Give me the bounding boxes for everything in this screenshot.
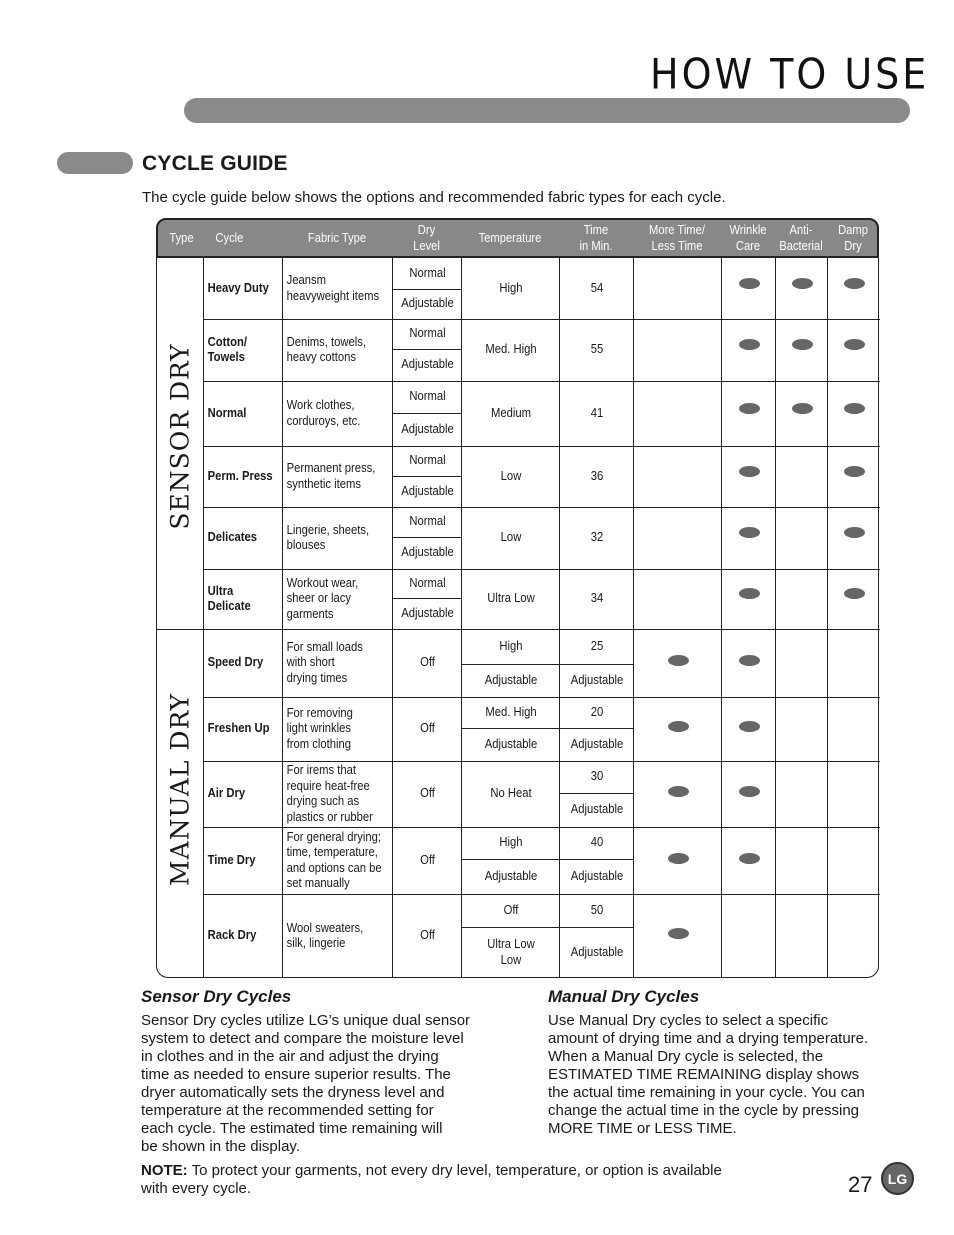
cycle-name: Ultra Delicate bbox=[207, 583, 251, 613]
column-divider bbox=[559, 257, 560, 978]
time-min: Adjustable bbox=[570, 736, 624, 751]
cycle-name: Heavy Duty bbox=[207, 280, 269, 295]
time-min: 30 bbox=[590, 769, 604, 784]
option-dot-icon bbox=[668, 721, 689, 732]
dry-level: Off bbox=[420, 928, 435, 943]
temperature: Medium bbox=[490, 405, 532, 420]
dry-level: Off bbox=[420, 852, 435, 867]
time-min: 55 bbox=[590, 342, 604, 357]
note-label: NOTE: bbox=[141, 1162, 188, 1179]
temperature: Off bbox=[503, 902, 519, 917]
column-header: Type bbox=[169, 230, 194, 245]
column-divider bbox=[461, 257, 462, 978]
dry-level: Off bbox=[420, 721, 435, 736]
time-min: 32 bbox=[590, 530, 604, 545]
dry-level: Adjustable bbox=[401, 357, 454, 372]
header-bar bbox=[184, 98, 910, 123]
cycle-name: Rack Dry bbox=[207, 928, 257, 943]
fabric-type: Denims, towels, heavy cottons bbox=[286, 334, 367, 364]
column-divider bbox=[392, 257, 393, 978]
option-dot-icon bbox=[739, 403, 760, 414]
column-divider bbox=[633, 257, 634, 978]
type-label-sensor-dry: SENSOR DRY bbox=[165, 343, 195, 530]
fabric-type: Workout wear, sheer or lacy garments bbox=[286, 575, 359, 621]
manual-dry-heading: Manual Dry Cycles bbox=[548, 987, 700, 1006]
time-min: 34 bbox=[590, 591, 604, 606]
dry-level: Off bbox=[420, 655, 435, 670]
time-min: 25 bbox=[590, 638, 604, 653]
option-dot-icon bbox=[739, 721, 760, 732]
option-dot-icon bbox=[739, 278, 760, 289]
column-header: Cycle bbox=[215, 230, 244, 245]
temperature: Adjustable bbox=[484, 868, 538, 883]
time-min: 20 bbox=[590, 704, 604, 719]
temperature: High bbox=[499, 835, 523, 850]
temperature: Low bbox=[500, 468, 522, 483]
option-dot-icon bbox=[739, 339, 760, 350]
option-dot-icon bbox=[739, 527, 760, 538]
intro-text: The cycle guide below shows the options and recommended fabric types for each cycle. bbox=[142, 189, 726, 206]
temperature: Ultra Low bbox=[487, 591, 535, 606]
option-dot-icon bbox=[792, 278, 813, 289]
dry-level: Normal bbox=[409, 389, 446, 404]
column-divider bbox=[721, 257, 722, 978]
sensor-dry-heading: Sensor Dry Cycles bbox=[141, 987, 292, 1006]
time-min: 36 bbox=[590, 468, 604, 483]
column-header: More Time/ Less Time bbox=[649, 222, 705, 253]
option-dot-icon bbox=[668, 786, 689, 797]
option-dot-icon bbox=[844, 588, 865, 599]
option-dot-icon bbox=[844, 466, 865, 477]
section-pill bbox=[57, 152, 133, 174]
cycle-table bbox=[156, 257, 879, 978]
option-dot-icon bbox=[844, 527, 865, 538]
option-dot-icon bbox=[844, 278, 865, 289]
column-header: Time in Min. bbox=[579, 222, 613, 253]
dry-level: Adjustable bbox=[401, 296, 454, 311]
column-header: Dry Level bbox=[413, 222, 440, 253]
fabric-type: Work clothes, corduroys, etc. bbox=[286, 398, 361, 428]
column-divider bbox=[827, 257, 828, 978]
option-dot-icon bbox=[739, 853, 760, 864]
table-header-row bbox=[156, 218, 879, 258]
cycle-name: Time Dry bbox=[207, 852, 256, 867]
time-min: 50 bbox=[590, 902, 604, 917]
column-divider bbox=[775, 257, 776, 978]
time-min: 41 bbox=[590, 405, 604, 420]
note-text: To protect your garments, not every dry level, temperature, or option is available with every cycle. bbox=[141, 1162, 722, 1197]
option-dot-icon bbox=[739, 786, 760, 797]
logo-text: LG bbox=[887, 1170, 908, 1187]
cycle-name: Cotton/ Towels bbox=[207, 334, 247, 364]
fabric-type: Wool sweaters, silk, lingerie bbox=[286, 920, 364, 950]
option-dot-icon bbox=[668, 928, 689, 939]
dry-level: Adjustable bbox=[401, 483, 454, 498]
temperature: Low bbox=[500, 530, 522, 545]
column-header: Temperature bbox=[478, 230, 542, 245]
time-min: Adjustable bbox=[570, 868, 624, 883]
dry-level: Adjustable bbox=[401, 545, 454, 560]
sensor-dry-body: Sensor Dry cycles utilize LG’s unique dual sensor system to detect and compare the moisture level in clothes and in the air and adjust the drying time as needed to ensure superior results. The dryer automatically sets the dryness level and temperature at the recommended setting for each cycle. The estimated time remaining will be shown in the display. bbox=[141, 1012, 471, 1155]
manual-dry-body: Use Manual Dry cycles to select a specific amount of drying time and a drying temperature. When a Manual Dry cycle is selected, the ESTIMATED TIME REMAINING display shows the actual time remaining in your cycle. You can change the actual time in the cycle by pressing MORE TIME or LESS TIME. bbox=[548, 1012, 869, 1137]
section-title: CYCLE GUIDE bbox=[142, 152, 288, 175]
dry-level: Adjustable bbox=[401, 421, 454, 436]
option-dot-icon bbox=[739, 655, 760, 666]
page-heading: HOW TO USE bbox=[650, 49, 930, 99]
temperature: Adjustable bbox=[484, 672, 538, 687]
cycle-name: Perm. Press bbox=[207, 468, 273, 483]
column-header: Wrinkle Care bbox=[729, 222, 767, 253]
column-header: Damp Dry bbox=[838, 222, 868, 253]
temperature: Med. High bbox=[485, 704, 537, 719]
dry-level: Normal bbox=[409, 514, 446, 529]
temperature: High bbox=[499, 280, 523, 295]
temperature: No Heat bbox=[490, 786, 532, 801]
time-min: Adjustable bbox=[570, 802, 624, 817]
fabric-type: Permanent press, synthetic items bbox=[286, 461, 376, 491]
fabric-type: Lingerie, sheets, blouses bbox=[286, 522, 370, 552]
dry-level: Normal bbox=[409, 453, 446, 468]
option-dot-icon bbox=[844, 403, 865, 414]
dry-level: Off bbox=[420, 786, 435, 801]
option-dot-icon bbox=[668, 655, 689, 666]
lg-logo-icon bbox=[881, 1162, 914, 1195]
dry-level: Adjustable bbox=[401, 605, 454, 620]
option-dot-icon bbox=[668, 853, 689, 864]
option-dot-icon bbox=[739, 588, 760, 599]
time-min: 40 bbox=[590, 835, 604, 850]
time-min: 54 bbox=[590, 280, 604, 295]
column-header: Anti- Bacterial bbox=[779, 222, 823, 253]
column-header: Fabric Type bbox=[307, 230, 367, 245]
dry-level: Normal bbox=[409, 326, 446, 341]
temperature: Ultra Low Low bbox=[487, 937, 535, 967]
fabric-type: For irems that require heat-free drying such as plastics or rubber bbox=[286, 763, 373, 824]
type-label-manual-dry: MANUAL DRY bbox=[165, 692, 195, 887]
option-dot-icon bbox=[792, 403, 813, 414]
fabric-type: For small loads with short drying times bbox=[286, 639, 363, 685]
fabric-type: Jeansm heavyweight items bbox=[286, 273, 380, 303]
cycle-name: Speed Dry bbox=[207, 655, 264, 670]
page-number: 27 bbox=[848, 1172, 873, 1197]
cycle-name: Normal bbox=[207, 405, 247, 420]
fabric-type: For removing light wrinkles from clothing bbox=[286, 705, 353, 751]
temperature: Adjustable bbox=[484, 736, 538, 751]
option-dot-icon bbox=[739, 466, 760, 477]
temperature: High bbox=[499, 638, 523, 653]
option-dot-icon bbox=[844, 339, 865, 350]
option-dot-icon bbox=[792, 339, 813, 350]
time-min: Adjustable bbox=[570, 672, 624, 687]
dry-level: Normal bbox=[409, 575, 446, 590]
temperature: Med. High bbox=[485, 342, 537, 357]
fabric-type: For general drying; time, temperature, and options can be set manually bbox=[286, 829, 382, 890]
cycle-name: Air Dry bbox=[207, 786, 246, 801]
dry-level: Normal bbox=[409, 265, 446, 280]
cycle-name: Freshen Up bbox=[207, 721, 270, 736]
time-min: Adjustable bbox=[570, 944, 624, 959]
cycle-name: Delicates bbox=[207, 530, 258, 545]
note bbox=[141, 1162, 791, 1198]
